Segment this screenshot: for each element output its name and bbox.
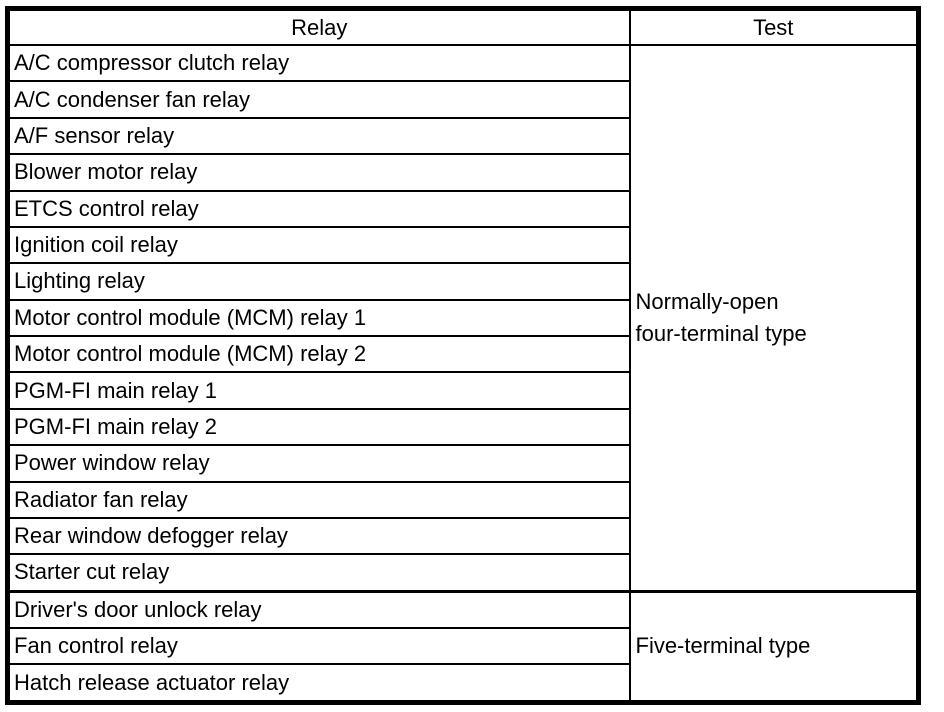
relay-name-cell: PGM-FI main relay 2	[8, 409, 630, 445]
relay-name-cell: Fan control relay	[8, 628, 630, 664]
relay-name-cell: Motor control module (MCM) relay 2	[8, 336, 630, 372]
test-type-line: Five-terminal type	[635, 633, 811, 659]
relay-name-cell: Rear window defogger relay	[8, 518, 630, 554]
relay-name-cell: Hatch release actuator relay	[8, 664, 630, 702]
test-type-line: four-terminal type	[635, 320, 807, 346]
relay-name-cell: Ignition coil relay	[8, 227, 630, 263]
test-type-cell	[630, 45, 919, 591]
relay-name-cell: Starter cut relay	[8, 554, 630, 591]
relay-name-cell: A/F sensor relay	[8, 118, 630, 154]
test-type-cell	[630, 591, 919, 702]
table-row	[8, 45, 919, 81]
relay-name-cell: A/C condenser fan relay	[8, 81, 630, 117]
table-header	[8, 9, 919, 46]
relay-name-cell: Driver's door unlock relay	[8, 591, 630, 628]
header-row	[8, 9, 919, 46]
relay-name-cell: Power window relay	[8, 445, 630, 481]
relay-name-cell: Radiator fan relay	[8, 482, 630, 518]
relay-test-table	[5, 6, 921, 705]
relay-name-cell: Motor control module (MCM) relay 1	[8, 300, 630, 336]
relay-table-body	[8, 45, 919, 703]
relay-name-cell: ETCS control relay	[8, 191, 630, 227]
relay-name-cell: PGM-FI main relay 1	[8, 372, 630, 408]
test-type-line: Normally-open	[635, 288, 779, 314]
test-column-header: Test	[630, 9, 919, 46]
table-row	[8, 591, 919, 628]
relay-column-header: Relay	[8, 9, 630, 46]
relay-name-cell: A/C compressor clutch relay	[8, 45, 630, 81]
relay-name-cell: Blower motor relay	[8, 154, 630, 190]
relay-name-cell: Lighting relay	[8, 263, 630, 299]
